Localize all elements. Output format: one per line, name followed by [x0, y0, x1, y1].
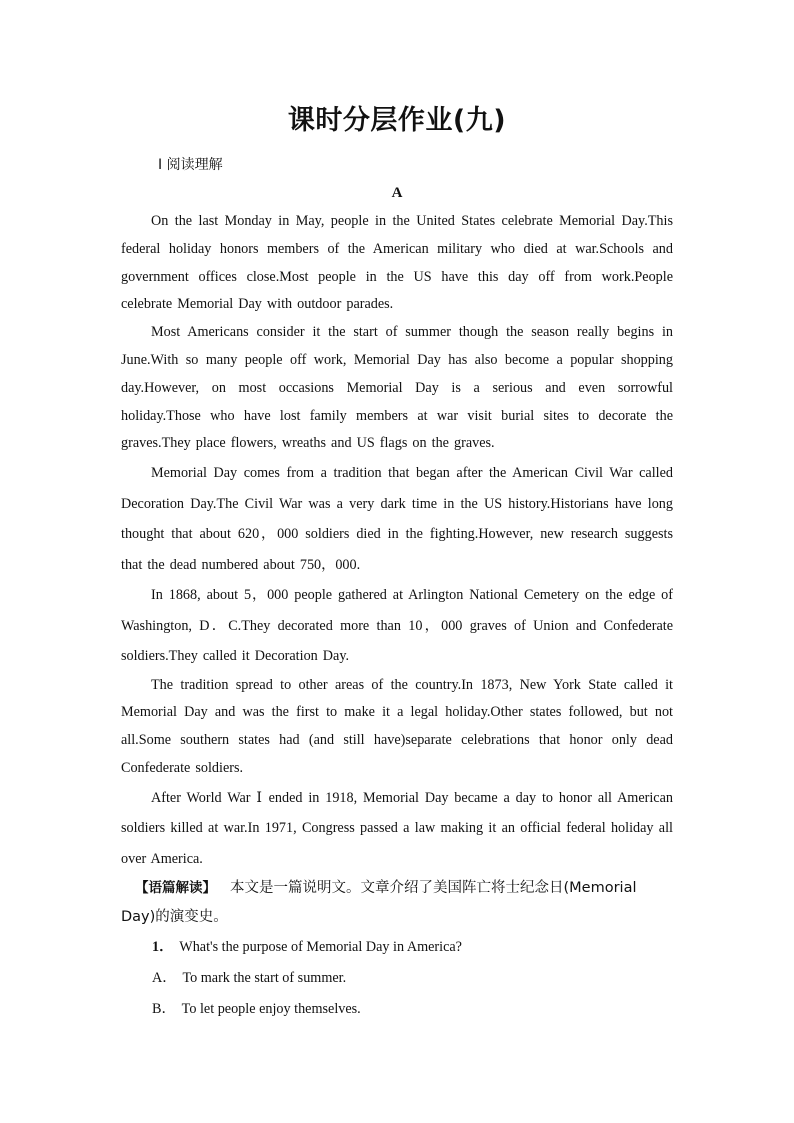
passage-paragraph-1: On the last Monday in May, people in the United States celebrate Memorial Day.This federal holiday honors members of the American military who died at war.Schools and government offices close.Most people in the US have this day off from work.People celebrate Memorial Day with outdoor parades.: [121, 213, 673, 313]
option-letter: B．: [152, 1001, 176, 1018]
passage-paragraph-4: In 1868, about 5，000 people gathered at Arlington National Cemetery on the edge of Washington, D．C.They decorated more than 10，000 graves of Union and Confederate soldiers.They called it Decoration Day.: [121, 587, 673, 665]
question-text: What's the purpose of Memorial Day in America?: [179, 939, 462, 956]
option-text: To let people enjoy themselves.: [181, 1001, 361, 1018]
passage-analysis: [121, 874, 673, 932]
question-number: 1．: [152, 939, 174, 956]
passage-paragraph-6: After World War Ⅰ ended in 1918, Memorial Day became a day to honor all American soldiers killed at war.In 1971, Congress passed a law making it an official federal holiday all over America.: [121, 789, 673, 867]
option-a: [121, 963, 673, 994]
passage-paragraph-2: Most Americans consider it the start of summer though the season really begins in June.With so many people off work, Memorial Day has also become a popular shopping day.However, on most occasions Memorial Day is a serious and even sorrowful holiday.Those who have lost family members at war visit burial sites to decorate the graves.They place flowers, wreaths and US flags on the graves.: [121, 324, 673, 452]
passage-paragraph-3: Memorial Day comes from a tradition that began after the American Civil War called Decoration Day.The Civil War was a very dark time in the US history.Historians have long thought that about 620，000 soldiers died in the fighting.However, new research suggests that the dead numbered about 750，000.: [121, 465, 673, 573]
question-stem: [121, 932, 673, 963]
analysis-tag: 【语篇解读】: [135, 880, 216, 897]
passage-paragraph-5: The tradition spread to other areas of the country.In 1873, New York State called it Memorial Day and was the first to make it a legal holiday.Other states followed, but not all.Some southern states had (and still have)separate celebrations that honor only dead Confederate soldiers.: [121, 676, 673, 777]
option-b: [121, 994, 673, 1025]
section-heading-reading: Ⅰ 阅读理解: [158, 157, 223, 173]
option-text: To mark the start of summer.: [182, 970, 347, 987]
passage-label: A: [391, 185, 403, 201]
option-letter: A．: [152, 970, 177, 987]
analysis-text: 本文是一篇说明文。文章介绍了美国阵亡将士纪念日(Memorial Day)的演变史。: [121, 880, 637, 926]
passage-body: [121, 208, 673, 1025]
page-title: 课时分层作业(九): [287, 105, 507, 136]
question-1: [121, 932, 673, 1025]
